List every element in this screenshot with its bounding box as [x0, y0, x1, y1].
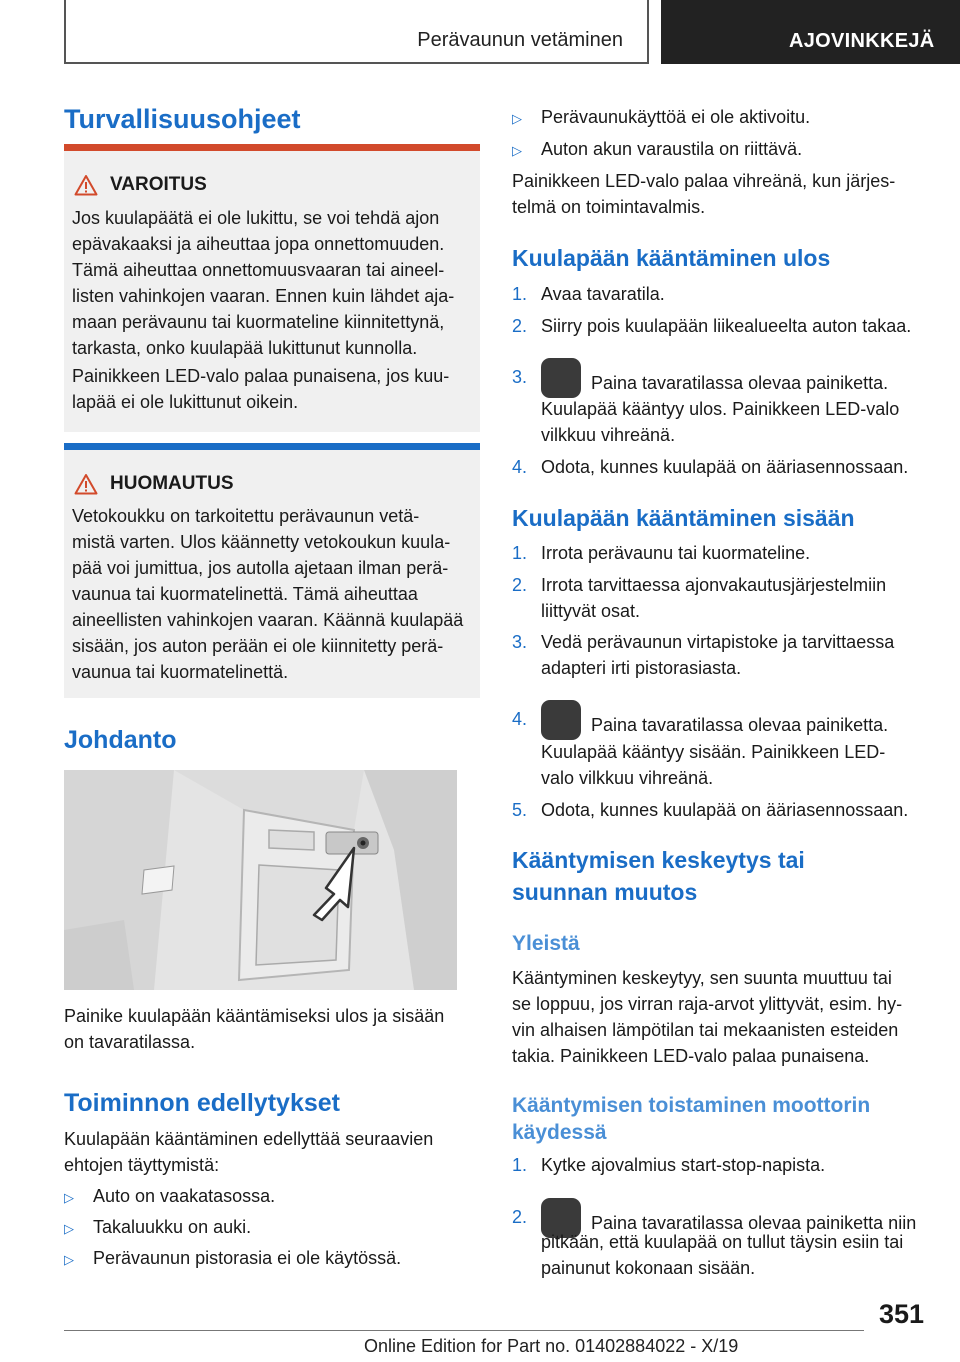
warning-led-text: Painikkeen LED-valo palaa punaisena, jos kuu- lapää ei ole lukittunut oikein.: [72, 366, 450, 412]
notice-title: HUOMAUTUS: [110, 473, 234, 494]
step-number: 2.: [512, 575, 528, 595]
notice-triangle-icon: [74, 473, 98, 495]
notice-text: Vetokoukku on tarkoitettu perävaunun vetä- mistä varten. Ulos käännetty vetokoukun kuula- pää voi jumittua, jos autolla ajetaan ilman perä- vaunua tai kuormatelinettä. Tämä aiheuttaa aineellisten vahinkojen vaaran. Käännä kuulapää sisään, jos auton perään ei ole kiinnitetty perä- vaunua tai kuormatelinettä.: [72, 506, 464, 682]
step-number: 1.: [512, 1155, 528, 1175]
general-text: Kääntyminen keskeytyy, sen suunta muuttuu tai se loppuu, jos virran raja-arvot ylittyvät, esim. hy- vin alhaisen lämpötilan tai mekaanisten esteiden takia. Painikkeen LED-valo palaa punaisena.: [512, 968, 903, 1066]
header-section-box: [64, 0, 649, 64]
prereq-intro: Kuulapään kääntäminen edellyttää seuraavien ehtojen täyttymistä:: [64, 1129, 434, 1175]
bullet-triangle-icon: ▷: [512, 111, 522, 126]
bullet-triangle-icon: ▷: [64, 1221, 74, 1236]
heading-general: Yleistä: [512, 932, 580, 955]
warning-title: VAROITUS: [110, 174, 207, 195]
trailer-hitch-button-icon: [541, 700, 581, 740]
bullet-triangle-icon: ▷: [64, 1190, 74, 1205]
heading-repeat-swivel: Kääntymisen toistaminen moottorin käydessä: [512, 1094, 871, 1144]
trailer-hitch-button-icon: [541, 358, 581, 398]
heading-prerequisites: Toiminnon edellytykset: [64, 1089, 340, 1117]
heading-swivel-in: Kuulapään kääntäminen sisään: [512, 505, 855, 531]
warning-box: [64, 144, 480, 432]
step-number: 2.: [512, 316, 528, 336]
step-number: 2.: [512, 1207, 528, 1227]
warning-text: Jos kuulapäätä ei ole lukittu, se voi tehdä ajon epävakaaksi ja aiheuttaa jopa onnettomuuden. Tämä aiheuttaa onnettomuusvaaran tai aineel- listen vahinkojen vaaran. Ennen kuin lähdet aja- maan perävaunu tai kuormateline kiinnitettynä, tarkasta, onko kuulapää lukittunut kunnolla.: [72, 208, 455, 358]
heading-safety: Turvallisuusohjeet: [64, 104, 301, 134]
photo-caption: Painike kuulapään kääntämiseksi ulos ja sisään on tavaratilassa.: [64, 1006, 445, 1052]
bullet-triangle-icon: ▷: [64, 1252, 74, 1267]
trunk-illustration: [64, 770, 457, 990]
step-number: 4.: [512, 457, 528, 477]
header-section-title: Perävaunun vetäminen: [417, 29, 623, 51]
step-number: 5.: [512, 800, 528, 820]
warning-triangle-icon: [74, 174, 98, 196]
footer-divider: [64, 1330, 864, 1331]
warning-bar: [64, 144, 480, 151]
step-number: 3.: [512, 632, 528, 652]
footer-edition: Online Edition for Part no. 01402884022 - X/19: [364, 1336, 739, 1356]
step-number: 3.: [512, 367, 528, 387]
header-chapter-label: AJOVINKKEJÄ: [789, 30, 935, 52]
step-number: 4.: [512, 709, 528, 729]
header-chapter-tab[interactable]: [661, 0, 960, 64]
step-number: 1.: [512, 543, 528, 563]
led-ready-text: Painikkeen LED-valo palaa vihreänä, kun järjes- telmä on toimintavalmis.: [512, 171, 896, 217]
heading-swivel-out: Kuulapään kääntäminen ulos: [512, 245, 831, 271]
heading-intro: Johdanto: [64, 726, 177, 754]
bullet-triangle-icon: ▷: [512, 143, 522, 158]
step-number: 1.: [512, 284, 528, 304]
page-number: 351: [878, 1299, 924, 1329]
notice-box: [64, 443, 480, 698]
heading-interruption: Kääntymisen keskeytys tai suunnan muutos: [512, 847, 805, 905]
notice-bar: [64, 443, 480, 450]
trunk-button-photo: [64, 770, 457, 990]
